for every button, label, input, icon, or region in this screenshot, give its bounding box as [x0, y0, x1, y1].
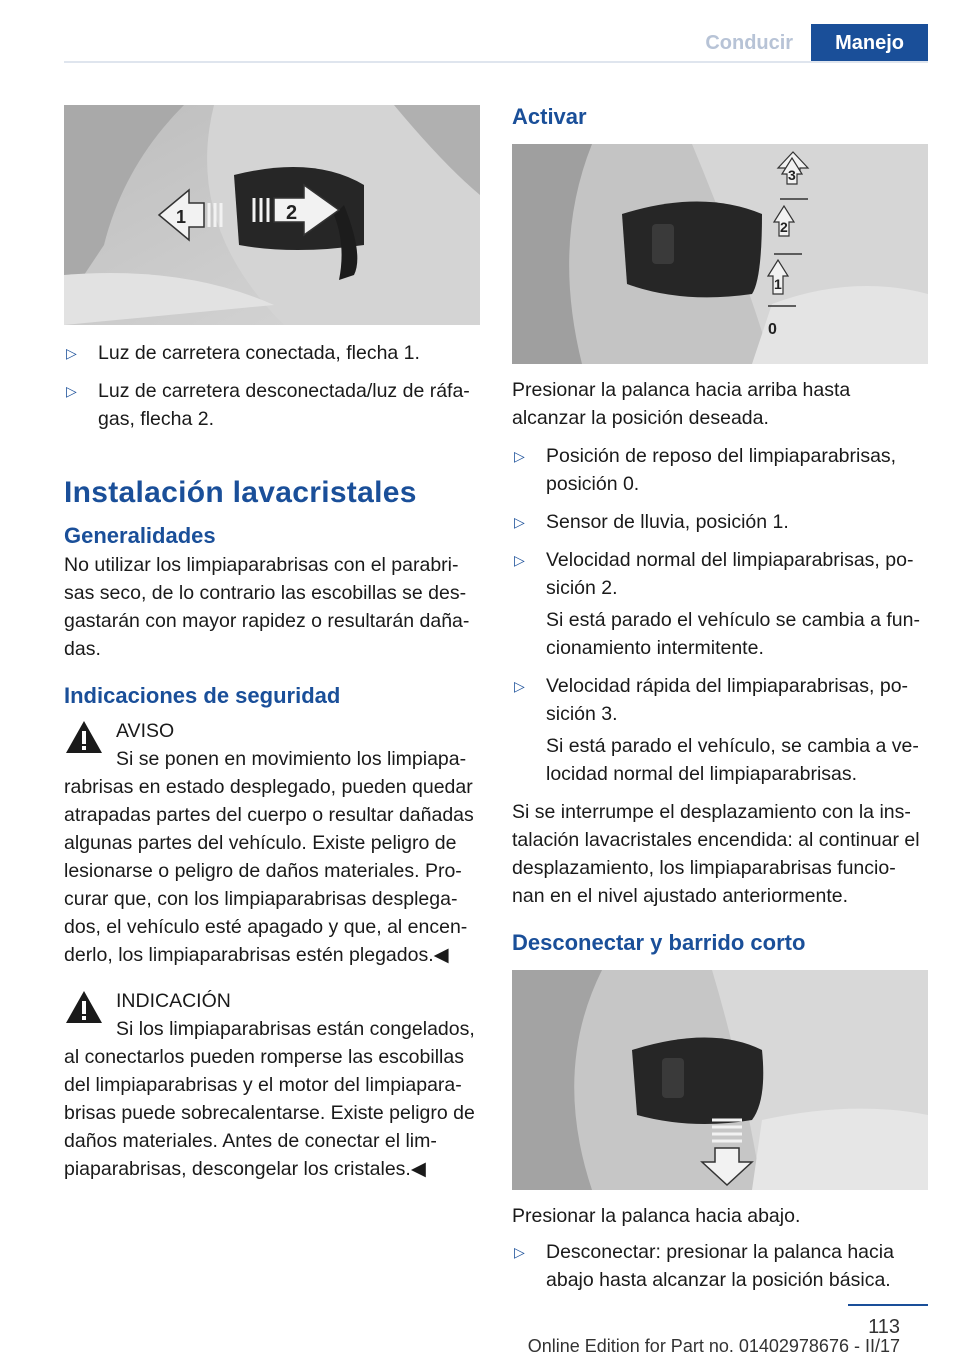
right-column [512, 100, 928, 1304]
general-paragraph: No utilizar los limpiaparabrisas con el parabri‐ sas seco, de lo contrario las escobillas se des‐ gastarán con mayor rapidez o resultarán daña‐ das. [64, 554, 470, 660]
list-item: ▷ Desconectar: presionar la palanca hacia abajo hasta alcanzar la posición básica. [512, 1238, 928, 1294]
page-number: 113 [868, 1316, 900, 1338]
tab-conducir[interactable]: Conducir [687, 24, 811, 62]
list-item: ▷ Luz de carretera conectada, flecha 1. [64, 339, 480, 367]
subheading-activate: Activar [512, 104, 587, 129]
subheading-safety: Indicaciones de seguridad [64, 683, 341, 708]
list-item-note: Si está parado el vehículo se cambia a fun‐ cionamiento intermitente. [546, 609, 920, 659]
warning-title: AVISO [116, 720, 175, 742]
triangle-right-icon: ▷ [514, 514, 525, 530]
caution-title: INDICACIÓN [116, 990, 231, 1012]
wiper-positions-list [512, 442, 928, 788]
list-item: ▷ Sensor de lluvia, posición 1. [512, 508, 928, 536]
figure-label-3: 3 [788, 167, 796, 183]
list-item [512, 546, 928, 662]
triangle-right-icon: ▷ [66, 345, 77, 361]
caution-text: Si los limpiaparabrisas están congelados, al conectarlos pueden romperse las escobillas del limpiaparabrisas y el motor del limpiapara‐ brisas puede sobrecalentarse. Existe peligro de daños materiales. Antes de conectar el lim‐ piaparabrisas, descongelar los cristales.◀ [64, 1018, 475, 1180]
section-heading: Instalación lavacristales [64, 476, 417, 509]
section-tabs [687, 24, 928, 62]
disconnect-paragraph: Presionar la palanca hacia abajo. [512, 1205, 801, 1227]
wiper-disconnect-figure [512, 970, 928, 1190]
high-beam-lever-figure [64, 105, 480, 325]
tab-manejo[interactable]: Manejo [811, 24, 928, 62]
subheading-general: Generalidades [64, 523, 216, 548]
triangle-right-icon: ▷ [514, 448, 525, 464]
triangle-right-icon: ▷ [66, 383, 77, 399]
figure-label-0: 0 [768, 321, 777, 338]
footer-divider [848, 1304, 928, 1306]
figure-label-1: 1 [774, 276, 782, 292]
high-beam-list [64, 339, 480, 433]
subheading-disconnect: Desconectar y barrido corto [512, 930, 806, 955]
warning-notice [64, 717, 480, 969]
triangle-right-icon: ▷ [514, 678, 525, 694]
figure-label-2: 2 [780, 219, 788, 235]
figure-label-2: 2 [286, 202, 298, 224]
list-item-text: Velocidad rápida del limpiaparabrisas, po‐ sición 3. [546, 675, 909, 725]
interrupt-paragraph: Si se interrumpe el desplazamiento con la ins‐ talación lavacristales encendida: al continuar el desplazamiento, los limpiaparabrisas funcio‐ nan en el nivel ajustado anteriormente. [512, 801, 920, 907]
triangle-right-icon: ▷ [514, 552, 525, 568]
left-column [64, 105, 480, 1183]
list-item-text: Velocidad normal del limpiaparabrisas, po‐ sición 2. [546, 549, 914, 599]
list-item: ▷ Luz de carretera desconectada/luz de ráfa‐ gas, flecha 2. [64, 377, 480, 433]
warning-triangle-icon [64, 989, 104, 1025]
triangle-right-icon: ▷ [514, 1244, 525, 1260]
list-item: ▷ Posición de reposo del limpiaparabrisas, posición 0. [512, 442, 928, 498]
disconnect-list [512, 1238, 928, 1294]
warning-text: Si se ponen en movimiento los limpiapa‐ rabrisas en estado desplegado, pueden quedar atrapadas partes del cuerpo o resultar dañadas algunas partes del vehículo. Existe peligro de lesionarse o peligro de daños materiales. Pro‐ curar que, con los limpiaparabrisas desplega‐ dos, el vehículo esté apagado y que, al encen‐ derlo, los limpiaparabrisas estén plegados.◀ [64, 748, 474, 966]
header-divider [64, 61, 928, 63]
list-item [512, 672, 928, 788]
figure-label-1: 1 [176, 207, 187, 227]
wiper-activate-figure [512, 144, 928, 364]
edition-note: Online Edition for Part no. 01402978676 - II/17 [527, 1336, 900, 1356]
list-item-note: Si está parado el vehículo, se cambia a ve‐ locidad normal del limpiaparabrisas. [546, 735, 919, 785]
warning-triangle-icon [64, 719, 104, 755]
activate-paragraph: Presionar la palanca hacia arriba hasta alcanzar la posición deseada. [512, 379, 851, 429]
caution-notice [64, 987, 480, 1183]
